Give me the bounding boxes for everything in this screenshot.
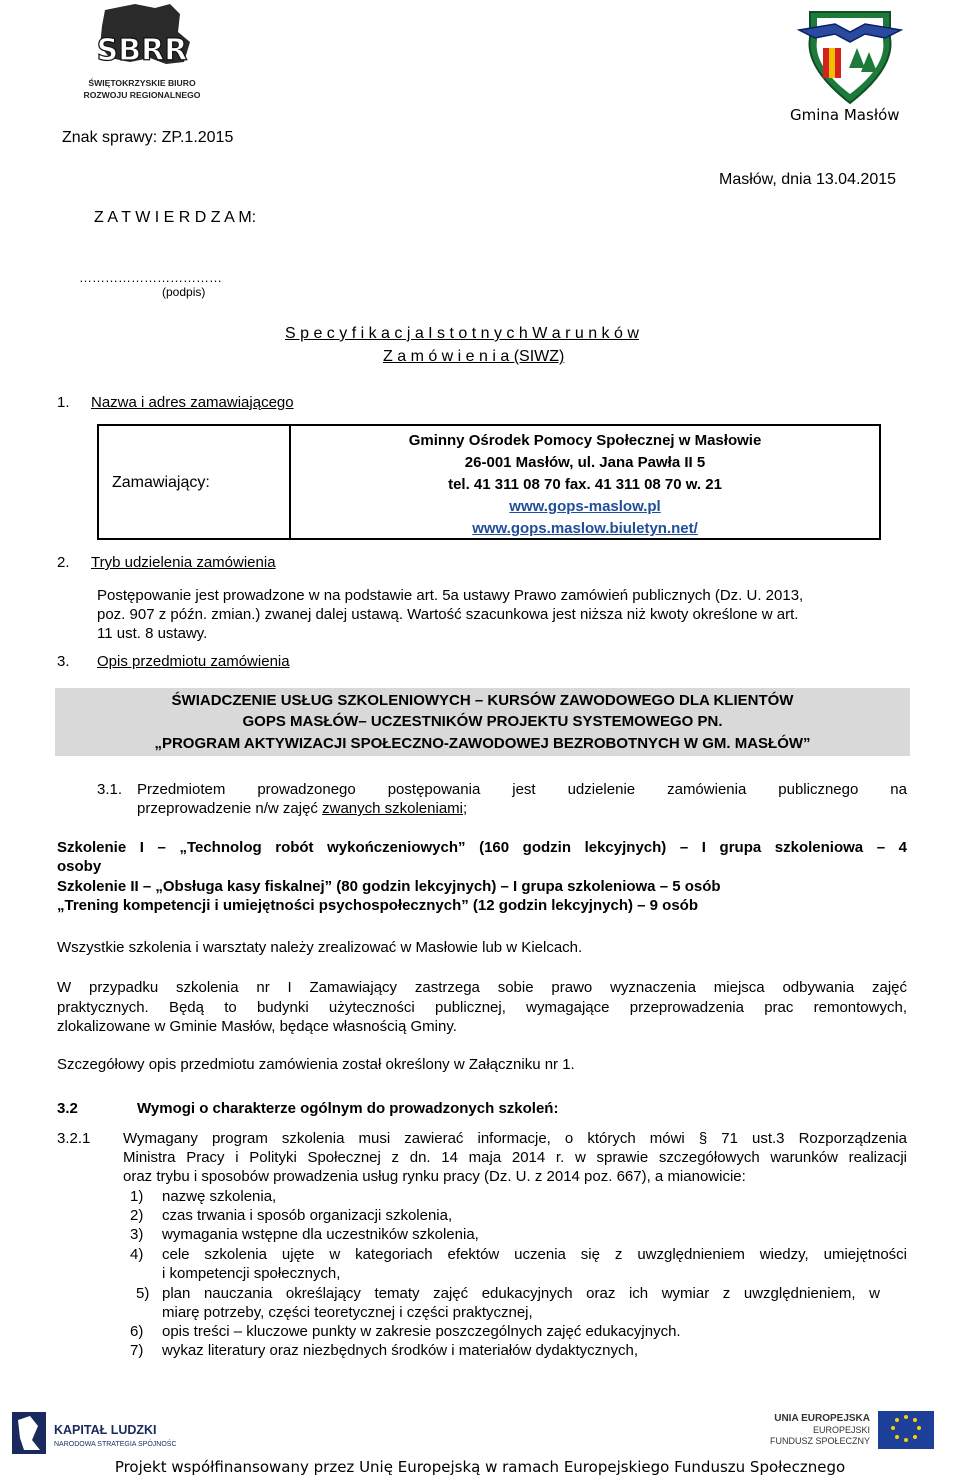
- contracting-authority-details: [291, 430, 879, 540]
- training1-line2: osoby: [57, 858, 102, 875]
- case-number: Znak sprawy: ZP.1.2015: [62, 129, 234, 146]
- list-item-number: 4): [130, 1246, 144, 1263]
- signature-label: (podpis): [162, 285, 206, 299]
- section2-heading: Tryb udzielenia zamówienia: [91, 554, 276, 571]
- svg-text:SBRR: SBRR: [96, 33, 188, 68]
- training1-line1: Szkolenie I – „Technolog robót wykończeniowych” (160 godzin lekcyjnych) – I grupa szkoleniowa – 4: [57, 839, 907, 856]
- p31-number: 3.1.: [97, 781, 123, 798]
- svg-text:ŚWIĘTOKRZYSKIE BIURO: ŚWIĘTOKRZYSKIE BIURO: [88, 78, 196, 88]
- svg-text:ROZWOJU REGIONALNEGO: ROZWOJU REGIONALNEGO: [83, 90, 201, 100]
- svg-text:FUNDUSZ SPOŁECZNY: FUNDUSZ SPOŁECZNY: [770, 1436, 870, 1446]
- section2-text-line2: poz. 907 z późn. zmian.) zwanej dalej ustawą. Wartość szacunkowa jest niższa niż kwoty określone w art.: [97, 606, 799, 623]
- p31-line2: przeprowadzenie n/w zajęć zwanych szkoleniami;: [137, 800, 468, 817]
- list-item-number: 6): [130, 1323, 144, 1340]
- section3-heading: Opis przedmiotu zamówienia: [97, 653, 290, 670]
- section1-number: 1.: [57, 394, 70, 411]
- list-item-number: 7): [130, 1342, 144, 1359]
- footer-cofinancing-note: Projekt współfinansowany przez Unię Europejską w ramach Europejskiego Funduszu Społecznego: [114, 1458, 846, 1476]
- list-item-number: 5): [136, 1285, 150, 1302]
- location-paragraph-line2: praktycznych. Będą to budynki użyteczności publicznej, wymagające przeprowadzenia prac remontowych,: [57, 999, 907, 1016]
- s32-number: 3.2: [57, 1100, 78, 1117]
- list-item: nazwę szkolenia,: [162, 1188, 277, 1205]
- training3: „Trening kompetencji i umiejętności psychospołecznych” (12 godzin lekcyjnych) – 9 osób: [57, 897, 698, 914]
- list-item-number: 2): [130, 1207, 144, 1224]
- authority-name: Gminny Ośrodek Pomocy Społecznej w Masłowie: [408, 432, 762, 449]
- svg-text:NARODOWA STRATEGIA SPÓJNOŚCI: NARODOWA STRATEGIA SPÓJNOŚCI: [54, 1441, 176, 1448]
- list-item: opis treści – kluczowe punkty w zakresie poszczególnych zajęć edukacyjnych.: [162, 1323, 681, 1340]
- svg-text:KAPITAŁ LUDZKI: KAPITAŁ LUDZKI: [54, 1423, 157, 1437]
- website-link[interactable]: www.gops-maslow.pl: [509, 498, 661, 515]
- section2-text-line1: Postępowanie jest prowadzone w na podstawie art. 5a ustawy Prawo zamówień publicznych (Dz. U. 2013,: [97, 587, 804, 604]
- location-paragraph-line1: W przypadku szkolenia nr I Zamawiający zastrzega sobie prawo wyznaczenia miejsca odbywania zajęć: [57, 979, 907, 996]
- list-item: wymagania wstępne dla uczestników szkolenia,: [162, 1226, 479, 1243]
- gmina-name: Gmina Masłów: [790, 106, 900, 124]
- subject-line1: ŚWIADCZENIE USŁUG SZKOLENIOWYCH – KURSÓW ZAWODOWEGO DLA KLIENTÓW: [171, 692, 794, 709]
- list-item: czas trwania i sposób organizacji szkolenia,: [162, 1207, 453, 1224]
- subject-box: [55, 688, 910, 756]
- eu-efs-logo: [770, 1407, 955, 1453]
- bip-link[interactable]: www.gops.maslow.biuletyn.net/: [472, 520, 698, 537]
- s321-number: 3.2.1: [57, 1130, 91, 1147]
- list-item: plan nauczania określający tematy zajęć edukacyjnych oraz ich wymiar z uwzględnieniem, w: [162, 1285, 880, 1302]
- list-item-number: 3): [130, 1226, 144, 1243]
- kapital-ludzki-logo: [6, 1410, 176, 1456]
- list-item-cont: i kompetencji społecznych,: [162, 1265, 341, 1282]
- document-date: Masłów, dnia 13.04.2015: [719, 171, 897, 188]
- doc-title-line1: S p e c y f i k a c j a I s t o t n y c h W a r u n k ó w: [285, 325, 639, 342]
- section2-number: 2.: [57, 554, 70, 571]
- location-note: Wszystkie szkolenia i warsztaty należy zrealizować w Masłowie lub w Kielcach.: [57, 939, 583, 956]
- sbrr-logo: [80, 2, 205, 106]
- zamawiajacy-label: Zamawiający:: [112, 474, 210, 491]
- gmina-coat-of-arms: [795, 8, 905, 106]
- details-note: Szczegółowy opis przedmiotu zamówienia został określony w Załączniku nr 1.: [57, 1056, 575, 1073]
- subject-line2: GOPS MASŁÓW– UCZESTNIKÓW PROJEKTU SYSTEMOWEGO PN.: [242, 713, 723, 730]
- list-item-number: 1): [130, 1188, 144, 1205]
- list-item: cele szkolenia ujęte w kategoriach efektów uczenia się z uwzględnieniem wiedzy, umiejętności: [162, 1246, 907, 1263]
- s321-line3: oraz trybu i sposobów prowadzenia usług rynku pracy (Dz. U. z 2014 poz. 667), a mianowicie:: [123, 1168, 746, 1185]
- authority-address: 26-001 Masłów, ul. Jana Pawła II 5: [464, 454, 706, 471]
- svg-text:EUROPEJSKI: EUROPEJSKI: [812, 1425, 870, 1435]
- subject-line3: „PROGRAM AKTYWIZACJI SPOŁECZNO-ZAWODOWEJ BEZROBOTNYCH W GM. MASŁÓW”: [154, 735, 811, 752]
- list-item: wykaz literatury oraz niezbędnych środków i materiałów dydaktycznych,: [162, 1342, 639, 1359]
- s32-heading: Wymogi o charakterze ogólnym do prowadzonych szkoleń:: [137, 1100, 559, 1117]
- p31-line1: Przedmiotem prowadzonego postępowania jest udzielenie zamówienia publicznego na: [137, 781, 907, 798]
- svg-text:UNIA EUROPEJSKA: UNIA EUROPEJSKA: [774, 1413, 870, 1424]
- location-paragraph-line3: zlokalizowane w Gminie Masłów, będące własnością Gminy.: [57, 1018, 457, 1035]
- signature-line: ……………………………: [79, 270, 222, 285]
- section3-number: 3.: [57, 653, 70, 670]
- section1-heading: Nazwa i adres zamawiającego: [91, 394, 294, 411]
- s321-line2: Ministra Pracy i Polityki Społecznej z dn. 14 maja 2014 r. w sprawie szczegółowych warunków realizacji: [123, 1149, 907, 1166]
- training2: Szkolenie II – „Obsługa kasy fiskalnej” (80 godzin lekcyjnych) – I grupa szkoleniowa – 5 osób: [57, 878, 721, 895]
- section2-text-line3: 11 ust. 8 ustawy.: [97, 625, 208, 642]
- contracting-authority-table: [97, 424, 881, 540]
- s321-line1: Wymagany program szkolenia musi zawierać informacje, o których mówi § 71 ust.3 Rozporządzenia: [123, 1130, 907, 1147]
- list-item-cont: miarę potrzeby, części teoretycznej i części praktycznej,: [162, 1304, 533, 1321]
- doc-title-line2: Z a m ó w i e n i a (SIWZ): [383, 348, 565, 365]
- authority-phone: tel. 41 311 08 70 fax. 41 311 08 70 w. 21: [448, 476, 722, 493]
- approval-heading: Z A T W I E R D Z A M:: [94, 209, 257, 226]
